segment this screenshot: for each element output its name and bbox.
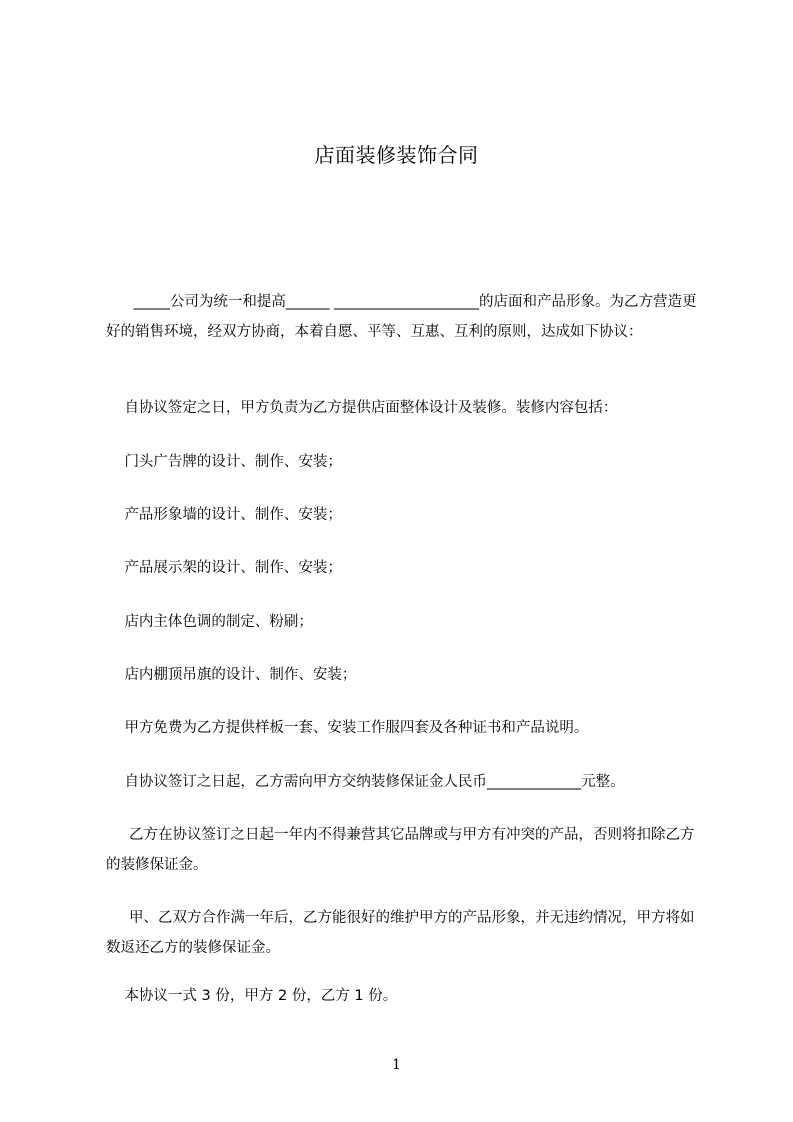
clause-non-compete: 乙方在协议签订之日起一年内不得兼营其它品牌或与甲方有冲突的产品，否则将扣除乙方的装修保证金。 bbox=[106, 827, 695, 873]
list-item-image-wall: 产品形象墙的设计、制作、安装； bbox=[106, 507, 342, 523]
list-item-color-painting: 店内主体色调的制定、粉刷； bbox=[106, 614, 313, 630]
list-item-signboard: 门头广告牌的设计、制作、安装； bbox=[106, 454, 342, 470]
list-item-ceiling-flags: 店内棚顶吊旗的设计、制作、安装； bbox=[106, 667, 357, 683]
list-item-display-rack: 产品展示架的设计、制作、安装； bbox=[106, 560, 342, 576]
clause-decoration-scope: 自协议签定之日，甲方负责为乙方提供店面整体设计及装修。装修内容包括： bbox=[106, 400, 618, 416]
clause-copies: 本协议一式 3 份，甲方 2 份，乙方 1 份。 bbox=[106, 988, 398, 1004]
clause-deposit-return: 甲、乙双方合作满一年后，乙方能很好的维护甲方的产品形象，并无违约情况，甲方将如数返还乙方的装修保证金。 bbox=[106, 910, 695, 956]
clause-free-samples: 甲方免费为乙方提供样板一套、安装工作服四套及各种证书和产品说明。 bbox=[106, 720, 589, 736]
page-number: 1 bbox=[392, 1057, 401, 1073]
document-title: 店面装修装饰合同 bbox=[314, 143, 479, 167]
clause-deposit: 自协议签订之日起，乙方需向甲方交纳装修保证金人民币_____________元整。 bbox=[106, 774, 625, 790]
intro-paragraph: _____公司为统一和提高______ ____________________的店面和产品形象。为乙方营造更好的销售环境，经双方协商，本着自愿、平等、互惠、互利的原则，达成如下协议： bbox=[106, 294, 697, 340]
